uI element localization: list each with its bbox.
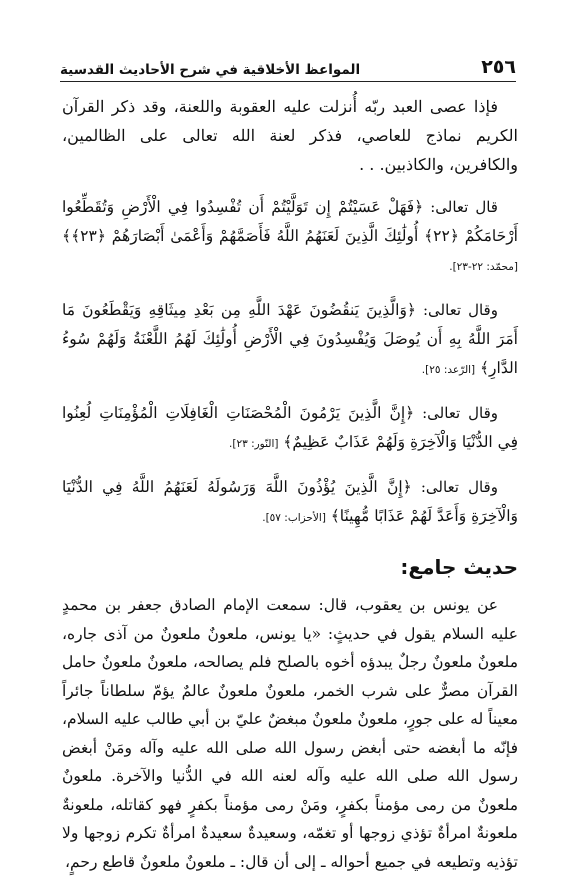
- quran-verse: ﴿فَهَلْ عَسَيْتُمْ إِن تَوَلَّيْتُمْ أَن تُفْسِدُوا فِي الْأَرْضِ وَتُقَطِّعُوا أَرْحَامَكُمْ ﴿٢٢﴾ أُولَٰئِكَ الَّذِينَ لَعَنَهُمُ اللَّهُ فَأَصَمَّهُمْ وَأَعْمَىٰ أَبْصَارَهُمْ ﴿٢٣﴾﴾: [62, 198, 518, 245]
- quran-verse: ﴿إِنَّ الَّذِينَ يُؤْذُونَ اللَّهَ وَرَسُولَهُ لَعَنَهُمُ اللَّهُ فِي الدُّنْيَا وَالْآخِرَةِ وَأَعَدَّ لَهُمْ عَذَابًا مُّهِينًا﴾: [62, 478, 518, 525]
- verse-lead: وقال تعالى:: [423, 301, 498, 319]
- verse-block-2: [62, 296, 518, 385]
- verse-lead: قال تعالى:: [430, 198, 498, 216]
- quran-verse: ﴿إِنَّ الَّذِينَ يَرْمُونَ الْمُحْصَنَاتِ الْغَافِلَاتِ الْمُؤْمِنَاتِ لُعِنُوا فِي الدُّنْيَا وَالْآخِرَةِ وَلَهُمْ عَذَابٌ عَظِيمٌ﴾: [62, 404, 518, 451]
- hadith-paragraph: عن يونس بن يعقوب، قال: سمعت الإمام الصادق جعفر بن محمدٍ عليه السلام يقول في حديثٍ: «يا يونس، ملعونٌ ملعونٌ من آذى جاره، ملعونٌ ملعونٌ رجلٌ يبدؤه أخوه بالصلح فلم يصالحه، ملعونٌ ملعونٌ حامل القرآن مصرٌّ على شرب الخمر، ملعونٌ ملعونٌ عالمٌ يؤمّ سلطاناً جائراً معيناً له على جورٍ، ملعونٌ ملعونٌ مبغضٌ عليّ بن أبي طالب عليه السلام، فإنّه ما أبغضه حتى أبغض رسول الله صلى الله عليه وآله ومَنْ أبغض رسول الله صلى الله عليه وآله لعنه الله في الدُّنيا والآخرة. ملعونٌ ملعونٌ من رمى مؤمناً بكفرٍ، ومَنْ رمى مؤمناً بكفرٍ فهو كقاتله، ملعونةٌ ملعونةٌ امرأةٌ تؤذي زوجها أو تغمّه، وسعيدةٌ سعيدةٌ امرأةٌ تكرم زوجها ولا تؤذيه وتطيعه في جميع أحواله ـ إلى أن قال: ـ ملعونٌ ملعونٌ قاطع رحمٍ،: [62, 596, 518, 871]
- verse-block-1: [62, 193, 518, 282]
- page-number: ٢٥٦: [481, 56, 516, 78]
- verse-block-4: [62, 473, 518, 533]
- verse-block-3: [62, 399, 518, 459]
- verse-reference: [الأحزاب: ٥٧].: [262, 512, 326, 524]
- verse-lead: وقال تعالى:: [420, 478, 498, 496]
- running-title: المواعظ الأخلاقية في شرح الأحاديث القدسية: [60, 62, 361, 78]
- verse-lead: وقال تعالى:: [422, 404, 498, 422]
- quran-verse: ﴿وَالَّذِينَ يَنقُضُونَ عَهْدَ اللَّهِ مِن بَعْدِ مِيثَاقِهِ وَيَقْطَعُونَ مَا أَمَرَ اللَّهُ بِهِ أَن يُوصَلَ وَيُفْسِدُونَ فِي الْأَرْضِ أُولَٰئِكَ لَهُمُ اللَّعْنَةُ وَلَهُمْ سُوءُ الدَّارِ﴾: [62, 301, 518, 377]
- page-header: [60, 52, 516, 82]
- intro-paragraph: فإذا عصى العبد ربّه أُنزلت عليه العقوبة واللعنة، وقد ذكر القرآن الكريم نماذج للعاصي، فذكر لعنة الله تعالى على الظالمين، والكافرين، والكاذبين. . .: [62, 97, 518, 174]
- verse-reference: [النّور: ٢٣].: [229, 438, 279, 450]
- page-content: [62, 92, 518, 876]
- verse-reference: [محمّد: ٢٢-٢٣].: [449, 261, 518, 273]
- verse-reference: [الرّعد: ٢٥].: [421, 364, 476, 376]
- section-heading: حديث جامع:: [400, 555, 518, 579]
